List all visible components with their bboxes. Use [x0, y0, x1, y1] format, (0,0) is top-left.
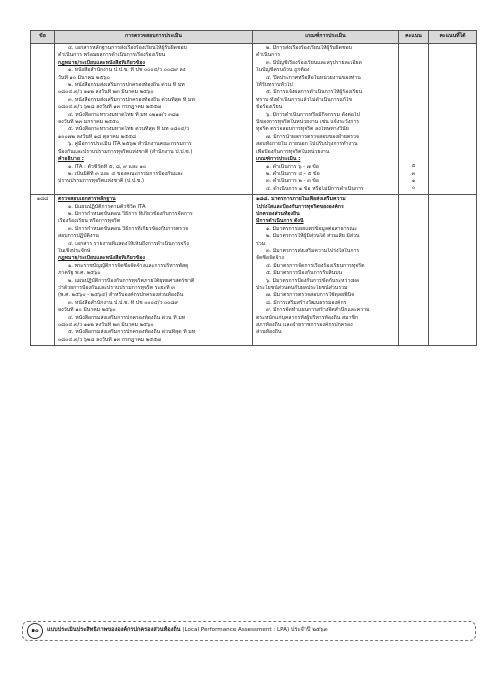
table-header-row — [31, 31, 477, 44]
criteria-line: ดำเนินการ — [256, 52, 280, 59]
process-line: ในเชิงประจักษ์ — [58, 247, 91, 254]
score-line — [402, 134, 425, 141]
criteria-line: ทราบ ทั้งดำเนินการแล้วไม่ดำเนินการแก้ไข — [256, 96, 353, 103]
score-line — [402, 204, 425, 211]
process-line: ลงวันที่ ๒๓ มกราคม ๒๕๕๐ — [58, 119, 120, 126]
criteria-line: ๗. มีมาตรการตรวจสอบการใช้ดุลยพินิจ — [266, 292, 355, 299]
criteria-line: ๓. มีบัญชีเรื่องร้องเรียนและสรุปรายละเอียด — [266, 59, 362, 66]
score-line — [402, 285, 425, 292]
score-line — [402, 89, 425, 96]
score-line: ๐ — [411, 185, 416, 192]
score-line — [402, 307, 425, 314]
score-line — [402, 148, 425, 155]
criteria-line: ๒. มีการส่งเรื่องร้องเรียนให้ผู้รับผิดชอบ — [266, 45, 352, 51]
process-line: สอบการปฏิบัติงาน — [58, 233, 99, 240]
process-line: ๔. หนังสือกรมส่งเสริมการปกครองท้องถิ่น ด่วน ที่ มท — [68, 314, 186, 321]
process-line: ๓. มีการกำหนดขั้นตอน วิธีการที่เกี่ยวข้องกับการตรวจ — [68, 225, 189, 232]
criteria-line: เกณฑ์การประเมิน : — [256, 156, 301, 163]
criteria-line: ๗. มีการนำผลการตรวจสอบของฝ่ายตรวจ — [266, 133, 359, 140]
process-line: วันที่ ๑๐ มีนาคม ๒๕๖๐ — [58, 74, 110, 81]
header-score: คะแนน — [399, 31, 429, 44]
criteria-line: ๔. ปิดประกาศหรือสื่อในหน่วยงานของท่าน — [266, 74, 361, 81]
score-line — [402, 292, 425, 299]
score-line — [402, 60, 425, 67]
process-line: ๒. เป็นมิติที่ ๓ และ ๔ ของคณะกรรมการป้องกันและ — [68, 170, 184, 177]
score-line — [402, 322, 425, 329]
process-line: ๔. หนังสือกระทรวงมหาดไทย ที่ มท ๐๒๑๑/ว ๓๘๑ — [68, 111, 180, 118]
process-line: ๖. คู่มือการประเมิน ITA ๒๕๖๒ สำนักงานคณะกรรมการ — [68, 141, 192, 148]
criteria-line: ข้อร้องเรียน — [256, 104, 283, 111]
score-line: ๑ — [411, 178, 416, 185]
footer-title-main: แบบประเมินประสิทธิภาพขององค์กรปกครองส่วนท้องถิ่น — [47, 627, 181, 633]
row-number — [31, 44, 55, 195]
process-cell — [55, 44, 253, 195]
header-score-got: คะแนนที่ได้ — [429, 31, 477, 44]
process-line: ป้องกันและปราบปรามการทุจริตแห่งชาติ (สำนักงาน ป.ป.ช.) — [58, 148, 193, 155]
header-process: การตรวจสอบการประเมิน — [55, 31, 253, 44]
criteria-line: ๒. ดำเนินการ ๔ - ๕ ข้อ — [266, 170, 320, 177]
process-line: ๓. หนังสือสำนักงาน ป.ป.ช. ที่ ปช ๐๐๐๔/ว ๐๐๘๙ — [68, 299, 179, 306]
criteria-line: โปร่งใสและป้องกันการทุจริตขององค์กร — [256, 203, 344, 210]
process-line: ๕. หนังสือกรมส่งเสริมการปกครองท้องถิ่น ด่วนที่สุด ที่ มท — [68, 329, 196, 336]
score-line — [402, 97, 425, 104]
process-line: ว่าด้วยการป้องกันและปราบปรามการทุจริต ระยะที่ ๓ — [58, 285, 175, 291]
score-line — [402, 226, 425, 233]
process-line: ๑๐๐๗๒ ลงวันที่ ๑๘ ตุลาคม ๒๕๕๘ — [58, 133, 137, 140]
criteria-line: ในบัญชีครบถ้วน ถูกต้อง — [256, 67, 310, 74]
header-criteria: เกณฑ์การประเมิน — [253, 31, 399, 44]
score-line — [402, 248, 425, 255]
row-number: ๑๘๘ — [31, 195, 55, 346]
criteria-line: ๓. มีมาตรการส่งเสริมความโปร่งใสในการ — [266, 247, 360, 254]
process-line: ๑. พระราชบัญญัติการจัดซื้อจัดจ้างและการบริหารพัสดุ — [68, 262, 189, 269]
criteria-line: จัดซื้อจัดจ้าง — [256, 255, 284, 262]
criteria-cell — [253, 44, 399, 195]
score-line — [402, 211, 425, 218]
score-line — [402, 119, 425, 126]
process-line: คำอธิบาย : — [58, 156, 84, 163]
criteria-line: สอบทั้งภายใน ภายนอก ไปปรับปรุงการทำงาน — [256, 141, 358, 148]
score-line — [402, 337, 425, 344]
score-line — [402, 218, 425, 225]
process-line: ๒. หนังสือกรมส่งเสริมการปกครองท้องถิ่น ด่วน ที่ มท — [68, 82, 185, 89]
process-line: ๒. มีการกำหนดขั้นตอน วิธีการ ที่เกี่ยวข้องกับการจัดการ — [68, 210, 193, 217]
process-cell — [55, 195, 253, 346]
page-number-badge: ๑๐ — [27, 623, 43, 639]
criteria-line: ๙. มีการจัดทำแผนการสร้างจิตสำนึกและความ — [266, 307, 370, 314]
process-line: ลงวันที่ ๑๐ มีนาคม ๒๕๖๐ — [58, 307, 116, 314]
score-line — [402, 104, 425, 111]
process-line: ๑. หนังสือสำนักงาน ป.ป.ช. ที่ ปช ๐๐๐๔/ว ๐๐๘๙ ลง — [68, 67, 186, 74]
criteria-line: ๓. ดำเนินการ ๒ - ๓ ข้อ — [266, 178, 319, 185]
criteria-cell — [253, 195, 399, 346]
criteria-line: ๖. มีการดำเนินการหรือมีกิจกรรม ดังต่อไป — [266, 111, 360, 118]
criteria-line: ให้รับทราบทั่วไป — [256, 82, 293, 89]
score-line — [402, 263, 425, 270]
score-line — [402, 126, 425, 133]
score-line — [402, 240, 425, 247]
criteria-line — [256, 337, 395, 344]
score-line — [402, 52, 425, 59]
score-line — [402, 314, 425, 321]
score-cell — [399, 44, 429, 195]
criteria-line: ๖. มีมาตรการป้องกันการขัดกันระหว่างผล — [266, 277, 359, 284]
table-row — [31, 44, 477, 195]
score-line — [402, 45, 425, 52]
process-line: ๑. ITA : ตัวชี้วัดที่ ๕, ๘, ๙ และ ๑๐ — [68, 163, 147, 170]
table-row — [31, 195, 477, 346]
criteria-line: ๑. ดำเนินการ ๖ - ๗ ข้อ — [266, 163, 319, 170]
criteria-line: ส่วนท้องถิ่น — [256, 329, 282, 336]
process-line: เรื่องร้องเรียน หรือการทุจริต — [58, 218, 121, 225]
score-line: ๕ — [411, 163, 416, 170]
process-line — [58, 186, 249, 193]
process-line: ๐๘๐๔.๓/ว ๖๒๘ ลงวันที่ ๑๓ กรกฎาคม ๒๕๕๗ — [58, 336, 162, 343]
criteria-line: ทุจริต ตรวจสอบการทุจริต ลงโทษทางวินัย — [256, 126, 349, 133]
criteria-line: ๔. มีมาตรการจัดการเรื่องร้องเรียนการทุจริต — [266, 262, 365, 269]
process-line: ๐๘๐๔.๓/ว ๑๑๒ ลงวันที่ ๒๓ มีนาคม ๒๕๖๐ — [58, 89, 154, 96]
score-line — [402, 255, 425, 262]
score-line — [402, 156, 425, 163]
score-cell — [399, 195, 429, 346]
process-line: กฎหมาย/ระเบียบและหนังสือที่เกี่ยวข้อง — [58, 59, 145, 66]
score-line — [402, 329, 425, 336]
score-line — [402, 82, 425, 89]
process-line: ๐๘๐๔.๓/ว ๑๑๒ ลงวันที่ ๒๓ มีนาคม ๒๕๖๐ — [58, 322, 154, 329]
process-line: ๑. มีแผนปฏิบัติการตามตัวชี้วัด ITA — [68, 203, 146, 210]
process-line: ๕. หนังสือกระทรวงมหาดไทย ด่วนที่สุด ที่ มท ๐๘๐๔/ว — [68, 126, 190, 133]
process-line: ๔. เอกสารหลักฐานการส่งเรื่องร้องเรียนให้ผู้รับผิดชอบ — [68, 45, 187, 51]
document-page — [30, 30, 476, 346]
criteria-line: ประโยชน์ส่วนตนกับผลประโยชน์ส่วนรวม — [256, 285, 348, 291]
evaluation-table — [30, 30, 477, 346]
criteria-line: ร่วม — [256, 240, 266, 247]
footer-title-sub: (Local Performance Assessment : LPA) ประจำปี ๒๕๖๓ — [180, 627, 328, 633]
process-line: ๐๘๐๔.๓/ว ๖๒๘ ลงวันที่ ๑๓ กรกฎาคม ๒๕๕๗ — [58, 104, 162, 111]
process-line: ตรวจสอบเอกสารหลักฐาน — [58, 196, 116, 203]
process-line: (พ.ศ. ๒๕๖๐ - ๒๕๖๔) สำหรับองค์กรปกครองส่วนท้องถิ่น — [58, 292, 184, 299]
criteria-line: ปกครองส่วนท้องถิ่น — [256, 210, 300, 217]
score-line — [402, 75, 425, 82]
score-line — [402, 67, 425, 74]
criteria-line: ตระหนักแก่บุคลากรทั้งผู้บริหารท้องถิ่น สมาชิก — [256, 314, 359, 321]
score-line — [402, 112, 425, 119]
criteria-line: สภาท้องถิ่น และฝ่ายราชการองค์กรปกครอง — [256, 322, 353, 329]
score-line: ๓ — [411, 170, 416, 177]
score-got-cell — [429, 44, 477, 195]
process-line: ๓. หนังสือกรมส่งเสริมการปกครองท้องถิ่น ด่วนที่สุด ที่ มท — [68, 96, 195, 103]
score-got-cell — [429, 195, 477, 346]
process-line: ๔. เอกสาร รายงานที่แสดงให้เห็นถึงการดำเนินการจริง — [68, 240, 189, 247]
header-no: ข้อ — [31, 31, 55, 44]
score-line — [402, 300, 425, 307]
criteria-line: ๔. ดำเนินการ ๑ ข้อ หรือไม่มีการดำเนินการ — [266, 185, 364, 192]
score-line — [402, 141, 425, 148]
page-footer — [22, 621, 476, 641]
score-line — [402, 277, 425, 284]
score-line — [402, 270, 425, 277]
criteria-line: เพื่อป้องกันการทุจริตในหน่วยงาน — [256, 148, 330, 155]
criteria-line: นี้ของการทุจริตในหน่วยงาน เช่น แจ้งระวังการ — [256, 119, 360, 126]
process-line: ดำเนินการ พร้อมผลการดำเนินการเรื่องร้องเรียน — [58, 52, 166, 59]
footer-title — [47, 626, 328, 634]
criteria-line: ๑๘๘. มาตรการภายในเพื่อส่งเสริมความ — [256, 196, 346, 203]
process-line: ๒. แผนปฏิบัติการป้องกันการทุจริตภายใต้ยุทธศาสตร์ชาติ — [68, 277, 195, 284]
process-line: กฎหมาย/ระเบียบและหนังสือที่เกี่ยวข้อง — [58, 255, 145, 262]
process-line: ภาครัฐ พ.ศ. ๒๕๖๐ — [58, 270, 101, 277]
score-line — [402, 196, 425, 203]
criteria-line: ๕. มีมาตรการป้องกันการรับสินบน — [266, 270, 343, 277]
criteria-line: ๘. มีการเสริมสร้างวัฒนธรรมองค์กร — [266, 299, 347, 306]
criteria-line: ๕. มีการแจ้งผลการดำเนินการให้ผู้ร้องเรียน — [266, 89, 363, 96]
criteria-line: ๒. มีมาตรการให้ผู้มีส่วนได้ ส่วนเสีย มีส่วน — [266, 233, 360, 240]
criteria-line: ๑. มีมาตรการเผยแพร่ข้อมูลต่อสาธารณะ — [266, 225, 358, 232]
score-line — [402, 233, 425, 240]
criteria-line: มีการดำเนินการ ดังนี้ — [256, 218, 304, 225]
process-line: ปราบปรามการทุจริตแห่งชาติ (ป.ป.ช.) — [58, 178, 144, 185]
